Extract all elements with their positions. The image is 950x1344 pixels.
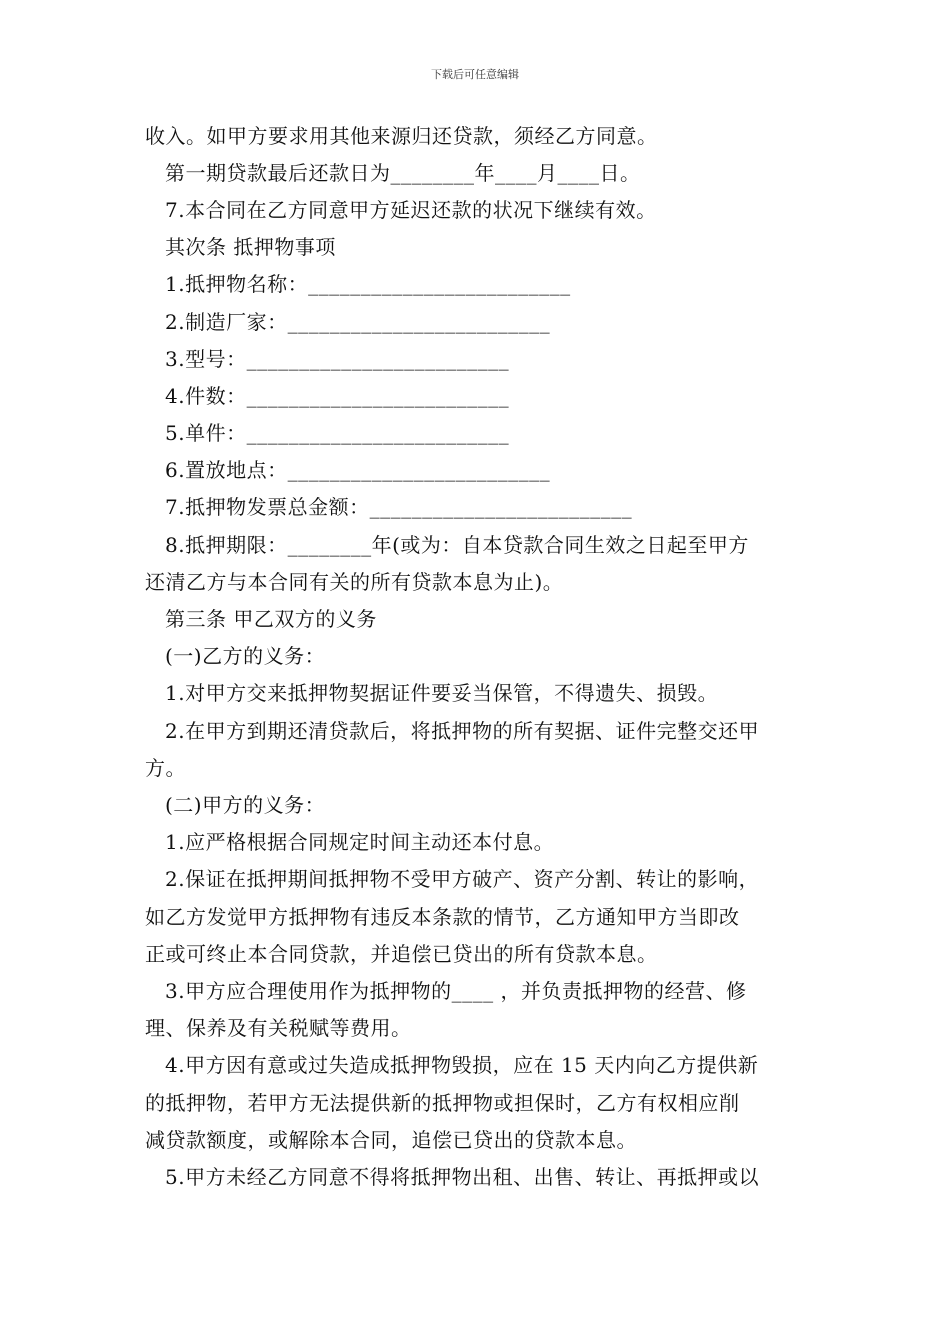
paragraph-line: 理、保养及有关税赋等费用。 — [145, 1016, 412, 1040]
form-line: 7.抵押物发票总金额：_________________________ — [165, 495, 633, 519]
paragraph-line: 8.抵押期限：________年(或为：自本贷款合同生效之日起至甲方 — [165, 533, 749, 557]
subsection-heading: (二)甲方的义务： — [165, 793, 326, 817]
paragraph-line: 3.甲方应合理使用作为抵押物的____ ，并负责抵押物的经营、修 — [165, 979, 747, 1003]
paragraph-line: 2.保证在抵押期间抵押物不受甲方破产、资产分割、转让的影响， — [165, 867, 760, 891]
paragraph-line: 2.在甲方到期还清贷款后，将抵押物的所有契据、证件完整交还甲 — [165, 719, 760, 743]
paragraph-line: 收入。如甲方要求用其他来源归还贷款，须经乙方同意。 — [145, 124, 658, 148]
form-line: 2.制造厂家：_________________________ — [165, 310, 551, 334]
paragraph-line: 5.甲方未经乙方同意不得将抵押物出租、出售、转让、再抵押或以 — [165, 1165, 760, 1189]
form-line: 6.置放地点：_________________________ — [165, 458, 551, 482]
paragraph-line: 7.本合同在乙方同意甲方延迟还款的状况下继续有效。 — [165, 198, 657, 222]
paragraph-line: 第一期贷款最后还款日为________年____月____日。 — [165, 161, 641, 185]
page-header: 下载后可任意编辑 — [431, 68, 519, 81]
paragraph-line: 减贷款额度，或解除本合同，追偿已贷出的贷款本息。 — [145, 1128, 637, 1152]
section-heading: 其次条 抵押物事项 — [165, 235, 336, 259]
subsection-heading: (一)乙方的义务： — [165, 644, 326, 668]
form-line: 4.件数：_________________________ — [165, 384, 510, 408]
paragraph-line: 4.甲方因有意或过失造成抵押物毁损，应在 15 天内向乙方提供新 — [165, 1053, 759, 1077]
paragraph-line: 方。 — [145, 756, 186, 780]
paragraph-line: 1.对甲方交来抵押物契据证件要妥当保管，不得遗失、损毁。 — [165, 681, 719, 705]
paragraph-line: 的抵押物，若甲方无法提供新的抵押物或担保时，乙方有权相应削 — [145, 1091, 740, 1115]
paragraph-line: 正或可终止本合同贷款，并追偿已贷出的所有贷款本息。 — [145, 942, 658, 966]
form-line: 5.单件：_________________________ — [165, 421, 510, 445]
paragraph-line: 如乙方发觉甲方抵押物有违反本条款的情节，乙方通知甲方当即改 — [145, 905, 740, 929]
paragraph-line: 还清乙方与本合同有关的所有贷款本息为止)。 — [145, 570, 564, 594]
section-heading: 第三条 甲乙双方的义务 — [165, 607, 377, 631]
form-line: 1.抵押物名称：_________________________ — [165, 272, 571, 296]
form-line: 3.型号：_________________________ — [165, 347, 510, 371]
paragraph-line: 1.应严格根据合同规定时间主动还本付息。 — [165, 830, 555, 854]
